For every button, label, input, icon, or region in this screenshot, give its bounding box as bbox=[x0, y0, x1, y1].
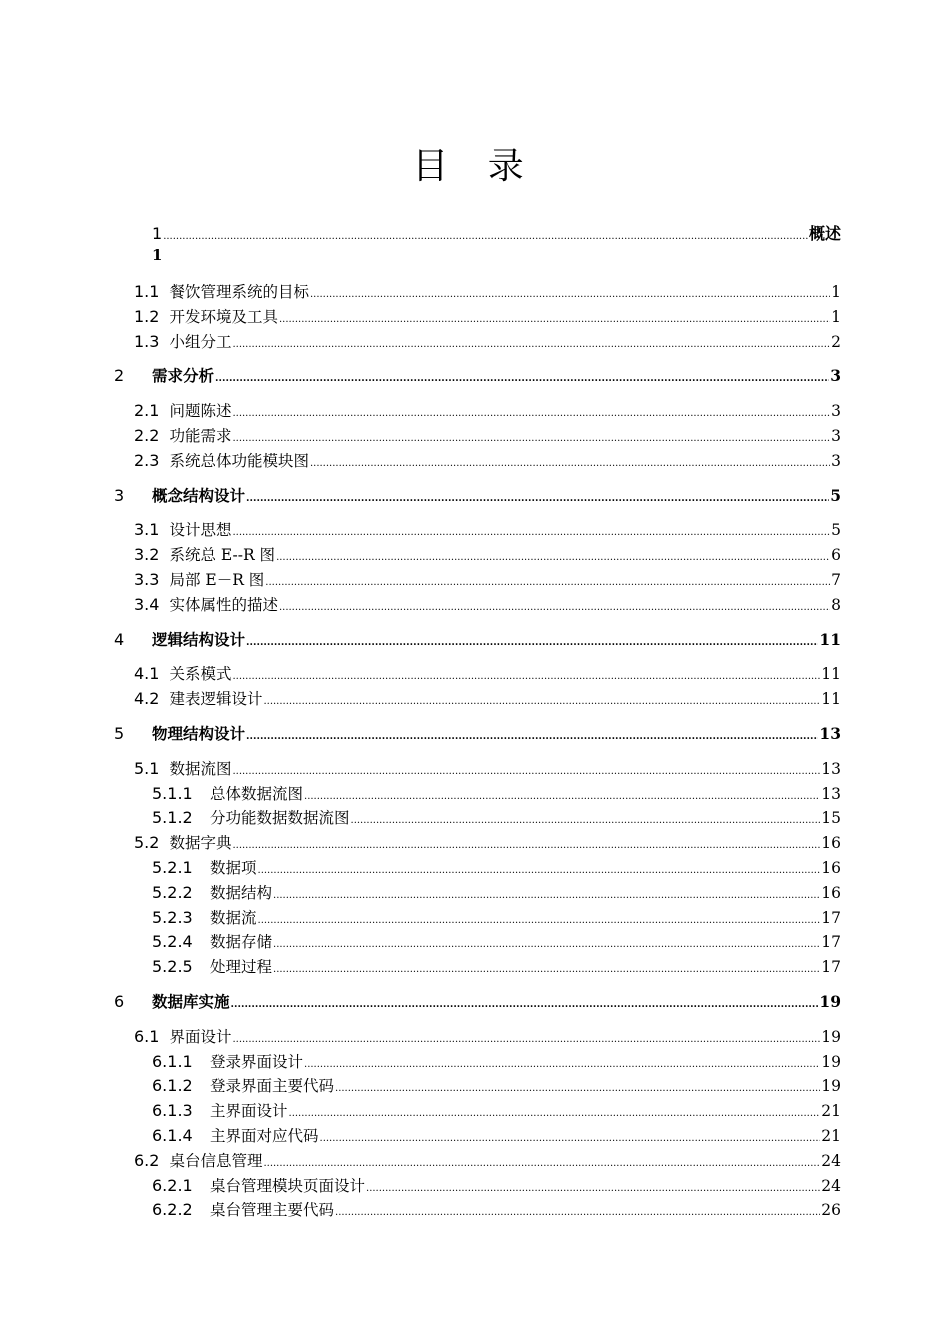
toc-entry-page: 1 bbox=[831, 283, 841, 301]
toc-entry-2-3[interactable] bbox=[134, 449, 841, 471]
toc-entry-number: 6.1 bbox=[134, 1026, 160, 1046]
toc-entry-6-2-1[interactable] bbox=[152, 1174, 841, 1196]
toc-entry-number: 6.1.4 bbox=[152, 1126, 193, 1145]
toc-entry-1-1[interactable] bbox=[134, 280, 841, 302]
toc-entry-number: 6.1.2 bbox=[152, 1076, 193, 1096]
toc-leader-dots bbox=[163, 231, 808, 242]
toc-leader-dots bbox=[232, 527, 830, 538]
toc-entry-3-4[interactable] bbox=[134, 593, 841, 615]
toc-entry-page: 3 bbox=[831, 402, 841, 421]
toc-entry-6-1-3[interactable] bbox=[152, 1099, 841, 1121]
toc-leader-dots bbox=[366, 1183, 820, 1194]
toc-leader-dots bbox=[310, 458, 830, 469]
toc-entry-page: 13 bbox=[821, 784, 841, 803]
toc-entry-text: 处理过程 bbox=[210, 958, 273, 977]
toc-entry-text: 数据字典 bbox=[169, 834, 232, 853]
toc-entry-text: 逻辑结构设计 bbox=[152, 629, 246, 649]
toc-entry-text: 桌台管理主要代码 bbox=[210, 1201, 335, 1220]
toc-entry-6-2[interactable] bbox=[134, 1149, 841, 1171]
toc-entry-page: 5 bbox=[830, 485, 841, 505]
toc-entry-3-2[interactable] bbox=[134, 543, 841, 565]
toc-entry-page: 3 bbox=[830, 366, 841, 386]
toc-entry-page: 19 bbox=[821, 1077, 841, 1096]
toc-entry-page: 11 bbox=[821, 665, 841, 684]
toc-entry-number: 5 bbox=[114, 724, 125, 743]
toc-entry-6[interactable] bbox=[114, 990, 841, 1012]
toc-entry-2-2[interactable] bbox=[134, 424, 841, 446]
toc-leader-dots bbox=[351, 815, 821, 826]
toc-entry-text: 数据存储 bbox=[210, 933, 273, 952]
toc-entry-text: 系统总体功能模块图 bbox=[169, 451, 309, 470]
toc-entry-text: 设计思想 bbox=[169, 521, 232, 540]
toc-entry-page: 11 bbox=[819, 629, 841, 649]
toc-entry-text: 桌台信息管理 bbox=[169, 1151, 263, 1170]
toc-entry-4[interactable] bbox=[114, 628, 841, 650]
toc-leader-dots bbox=[232, 433, 830, 444]
toc-entry-page: 26 bbox=[821, 1201, 841, 1220]
toc-entry-page: 19 bbox=[819, 992, 841, 1011]
toc-entry-number: 6.1.3 bbox=[152, 1101, 193, 1121]
toc-leader-dots bbox=[279, 602, 830, 613]
toc-entry-text: 功能需求 bbox=[169, 427, 232, 445]
toc-leader-dots bbox=[232, 339, 830, 350]
toc-entry-2[interactable] bbox=[114, 364, 841, 386]
toc-entry-1-2[interactable] bbox=[134, 305, 841, 327]
toc-leader-dots bbox=[335, 1207, 820, 1218]
toc-entry-text: 桌台管理模块页面设计 bbox=[210, 1176, 366, 1195]
toc-entry-text: 餐饮管理系统的目标 bbox=[169, 283, 309, 301]
toc-entry-text: 开发环境及工具 bbox=[169, 307, 278, 326]
toc-entry-text: 总体数据流图 bbox=[210, 784, 304, 803]
toc-entry-number: 2 bbox=[114, 366, 125, 386]
toc-entry-5-2-3[interactable] bbox=[152, 906, 841, 928]
toc-entry-6-1[interactable] bbox=[134, 1025, 841, 1047]
toc-entry-number: 2.2 bbox=[134, 426, 160, 445]
toc-leader-dots bbox=[246, 637, 818, 648]
toc-entry-text: 关系模式 bbox=[169, 665, 232, 684]
toc-entry-3[interactable] bbox=[114, 484, 841, 506]
toc-entry-page: 6 bbox=[831, 546, 841, 565]
toc-leader-dots bbox=[279, 314, 830, 325]
toc-entry-text: 数据结构 bbox=[210, 883, 273, 902]
toc-entry-text: 主界面设计 bbox=[210, 1102, 288, 1121]
toc-entry-page: 17 bbox=[821, 958, 841, 977]
toc-leader-dots bbox=[335, 1083, 820, 1094]
toc-entry-page: 5 bbox=[831, 521, 841, 540]
toc-entry-text: 需求分析 bbox=[152, 366, 215, 386]
toc-entry-6-1-4[interactable] bbox=[152, 1124, 841, 1146]
toc-entry-number: 6.2 bbox=[134, 1150, 160, 1170]
toc-entry-5-2-2[interactable] bbox=[152, 881, 841, 903]
toc-entry-text: 界面设计 bbox=[169, 1027, 232, 1046]
toc-entry-text: 物理结构设计 bbox=[152, 724, 246, 743]
toc-leader-dots bbox=[273, 964, 820, 975]
toc-entry-6-2-2[interactable] bbox=[152, 1198, 841, 1220]
toc-entry-page: 21 bbox=[821, 1127, 841, 1145]
toc-entry-number: 5.2.4 bbox=[152, 932, 193, 952]
toc-entry-page: 16 bbox=[821, 883, 841, 902]
toc-entry-text: 局部 E－R 图 bbox=[169, 571, 265, 589]
toc-entry-number: 5.1.1 bbox=[152, 783, 193, 803]
toc-entry-page: 1 bbox=[831, 307, 841, 326]
toc-entry-5-1-1[interactable] bbox=[152, 782, 841, 804]
toc-entry-page: 7 bbox=[831, 571, 841, 589]
toc-entry-text: 概述 bbox=[808, 226, 841, 243]
toc-entry-text: 分功能数据数据流图 bbox=[210, 809, 350, 828]
toc-entry-text: 数据项 bbox=[210, 859, 257, 877]
toc-entry-number: 3.2 bbox=[134, 545, 160, 565]
toc-leader-dots bbox=[246, 493, 829, 504]
toc-entry-text: 系统总 E--R 图 bbox=[169, 546, 276, 565]
toc-entry-text: 小组分工 bbox=[169, 332, 232, 351]
toc-entry-number: 4.2 bbox=[134, 689, 160, 709]
toc-entry-number: 5.2 bbox=[134, 833, 160, 853]
toc-entry-text: 登录界面主要代码 bbox=[210, 1077, 335, 1096]
toc-entry-page: 8 bbox=[831, 595, 841, 614]
toc-entry-3-1[interactable] bbox=[134, 518, 841, 540]
toc-entry-number: 1.1 bbox=[134, 282, 160, 301]
toc-entry-number: 3.3 bbox=[134, 570, 160, 589]
toc-leader-dots bbox=[258, 915, 821, 926]
toc-leader-dots bbox=[304, 791, 820, 802]
toc-entry-number: 5.2.1 bbox=[152, 858, 193, 877]
toc-leader-dots bbox=[265, 577, 830, 588]
toc-leader-dots bbox=[232, 766, 820, 777]
toc-entry-number: 1.2 bbox=[134, 306, 160, 326]
toc-entry-text: 数据流 bbox=[210, 908, 257, 927]
toc-leader-dots bbox=[232, 671, 820, 682]
toc-entry-number: 2.1 bbox=[134, 401, 160, 421]
toc-title: 目 录 bbox=[412, 146, 538, 187]
toc-entry-number: 4 bbox=[114, 629, 125, 649]
toc-leader-dots bbox=[273, 939, 820, 950]
toc-leader-dots bbox=[320, 1133, 821, 1144]
toc-leader-dots bbox=[232, 408, 830, 419]
toc-entry-text: 问题陈述 bbox=[169, 402, 232, 421]
toc-entry-number: 4.1 bbox=[134, 664, 160, 684]
toc-entry-5-2[interactable] bbox=[134, 831, 841, 853]
toc-entry-6-1-1[interactable] bbox=[152, 1050, 841, 1072]
toc-entry-number: 5.2.3 bbox=[152, 907, 193, 927]
toc-entry-5-2-5[interactable] bbox=[152, 955, 841, 977]
toc-entry-page: 13 bbox=[819, 724, 841, 743]
toc-entry-number: 3.1 bbox=[134, 520, 160, 540]
toc-entry-page: 19 bbox=[821, 1052, 841, 1071]
toc-entry-page: 17 bbox=[821, 908, 841, 927]
toc-entry-5-1-2[interactable] bbox=[152, 806, 841, 828]
toc-leader-dots bbox=[304, 1059, 820, 1070]
toc-entry-text: 实体属性的描述 bbox=[169, 595, 278, 614]
toc-entry-1-3[interactable] bbox=[134, 330, 841, 352]
toc-leader-dots bbox=[263, 696, 820, 707]
toc-entry-page: 24 bbox=[821, 1176, 841, 1195]
toc-entry-4-2[interactable] bbox=[134, 687, 841, 709]
toc-entry-page: 13 bbox=[821, 759, 841, 778]
toc-entry-page: 16 bbox=[821, 859, 841, 877]
toc-entry-number: 3 bbox=[114, 485, 125, 505]
toc-leader-dots bbox=[289, 1108, 821, 1119]
toc-entry-page: 17 bbox=[821, 933, 841, 952]
toc-entry-page: 16 bbox=[821, 834, 841, 853]
toc-entry-text: 建表逻辑设计 bbox=[169, 690, 263, 709]
toc-entry-page: 19 bbox=[821, 1027, 841, 1046]
toc-entry-text: 主界面对应代码 bbox=[210, 1127, 319, 1145]
toc-entry-page: 24 bbox=[821, 1151, 841, 1170]
toc-entry-4-1[interactable] bbox=[134, 662, 841, 684]
toc-entry-page: 1 bbox=[152, 246, 163, 264]
toc-entry-number: 5.1.2 bbox=[152, 808, 193, 828]
toc-entry-5-1[interactable] bbox=[134, 757, 841, 779]
toc-entry-text: 概念结构设计 bbox=[152, 485, 246, 505]
toc-entry-number: 6.2.1 bbox=[152, 1175, 193, 1195]
toc-leader-dots bbox=[215, 373, 829, 384]
toc-entry-number: 3.4 bbox=[134, 594, 160, 614]
toc-entry-number: 1 bbox=[152, 224, 163, 243]
toc-entry-number: 6 bbox=[114, 992, 125, 1011]
toc-entry-text: 数据流图 bbox=[169, 759, 232, 778]
toc-entry-page: 3 bbox=[831, 427, 841, 445]
toc-entry-number: 5.2.2 bbox=[152, 882, 193, 902]
toc-leader-dots bbox=[231, 999, 819, 1010]
toc-entry-3-3[interactable] bbox=[134, 568, 841, 590]
toc-entry-page: 3 bbox=[831, 451, 841, 470]
toc-entry-number: 6.1.1 bbox=[152, 1051, 193, 1071]
toc-leader-dots bbox=[276, 552, 830, 563]
toc-leader-dots bbox=[273, 890, 820, 901]
toc-entry-number: 5.2.5 bbox=[152, 957, 193, 977]
toc-entry-number: 2.3 bbox=[134, 450, 160, 470]
toc-entry-number: 6.2.2 bbox=[152, 1200, 193, 1220]
toc-entry-page: 21 bbox=[821, 1102, 841, 1121]
toc-entry-page: 15 bbox=[821, 809, 841, 828]
toc-entry-6-1-2[interactable] bbox=[152, 1074, 841, 1096]
toc-leader-dots bbox=[263, 1158, 820, 1169]
toc-entry-number: 5.1 bbox=[134, 758, 160, 778]
toc-entry-number: 1.3 bbox=[134, 331, 160, 351]
toc-leader-dots bbox=[232, 840, 820, 851]
toc-entry-text: 数据库实施 bbox=[152, 992, 230, 1011]
toc-entry-2-1[interactable] bbox=[134, 399, 841, 421]
toc-entry-page: 2 bbox=[831, 332, 841, 351]
toc-leader-dots bbox=[232, 1034, 820, 1045]
toc-leader-dots bbox=[246, 731, 818, 742]
toc-entry-page: 11 bbox=[821, 690, 841, 709]
toc-leader-dots bbox=[310, 289, 830, 300]
toc-entry-5-2-1[interactable] bbox=[152, 856, 841, 878]
toc-leader-dots bbox=[258, 865, 821, 876]
toc-entry-text: 登录界面设计 bbox=[210, 1052, 304, 1071]
toc-entry-1[interactable] bbox=[152, 221, 841, 244]
toc-entry-5-2-4[interactable] bbox=[152, 930, 841, 952]
toc-entry-5[interactable] bbox=[114, 722, 841, 744]
